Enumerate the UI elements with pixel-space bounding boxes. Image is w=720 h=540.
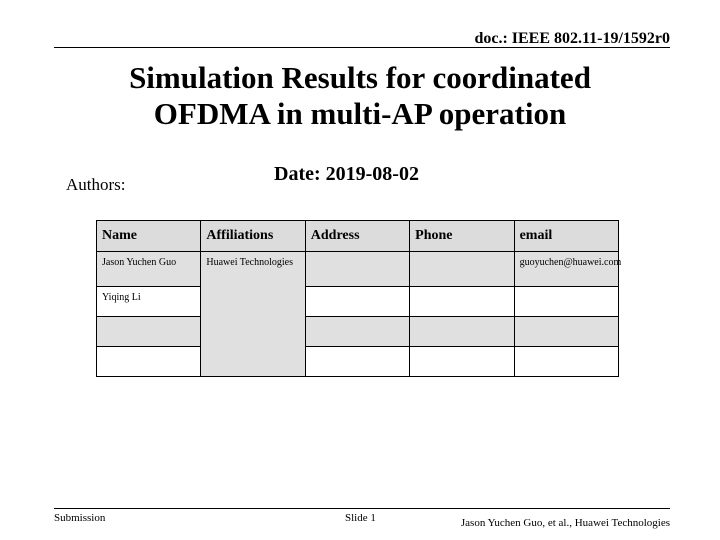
cell-phone <box>410 252 514 287</box>
cell-name <box>97 347 201 377</box>
cell-email: guoyuchen@huawei.com <box>514 252 618 287</box>
table-row <box>97 317 619 347</box>
cell-address <box>305 317 409 347</box>
cell-email <box>514 317 618 347</box>
header-phone: Phone <box>410 221 514 252</box>
cell-phone <box>410 317 514 347</box>
slide-date: Date: 2019-08-02 <box>274 163 419 185</box>
cell-name <box>97 317 201 347</box>
header-affiliations: Affiliations <box>201 221 305 252</box>
cell-address <box>305 347 409 377</box>
slide-title-line-2: OFDMA in multi-AP operation <box>153 96 567 131</box>
cell-address <box>305 287 409 317</box>
authors-label: Authors: <box>66 175 126 194</box>
table-row <box>97 252 619 287</box>
table-row <box>97 347 619 377</box>
cell-name: Jason Yuchen Guo <box>97 252 201 287</box>
cell-email <box>514 287 618 317</box>
cell-name: Yiqing Li <box>97 287 201 317</box>
footer-divider <box>54 508 670 509</box>
header-email: email <box>514 221 618 252</box>
document-id: doc.: IEEE 802.11-19/1592r0 <box>474 30 670 47</box>
cell-email <box>514 347 618 377</box>
footer-slide-number: Slide 1 <box>345 512 376 524</box>
authors-table <box>96 220 622 377</box>
header-address: Address <box>305 221 409 252</box>
table-header-row <box>97 221 619 252</box>
slide-title-line-1: Simulation Results for coordinated <box>129 60 591 95</box>
cell-address <box>305 252 409 287</box>
slide-title <box>0 60 720 132</box>
cell-phone <box>410 287 514 317</box>
cell-affiliation: Huawei Technologies <box>201 252 305 377</box>
footer-submission: Submission <box>54 512 106 524</box>
footer-authors: Jason Yuchen Guo, et al., Huawei Technologies <box>460 517 670 529</box>
table-row <box>97 287 619 317</box>
header-divider <box>54 47 670 48</box>
header-name: Name <box>97 221 201 252</box>
cell-phone <box>410 347 514 377</box>
